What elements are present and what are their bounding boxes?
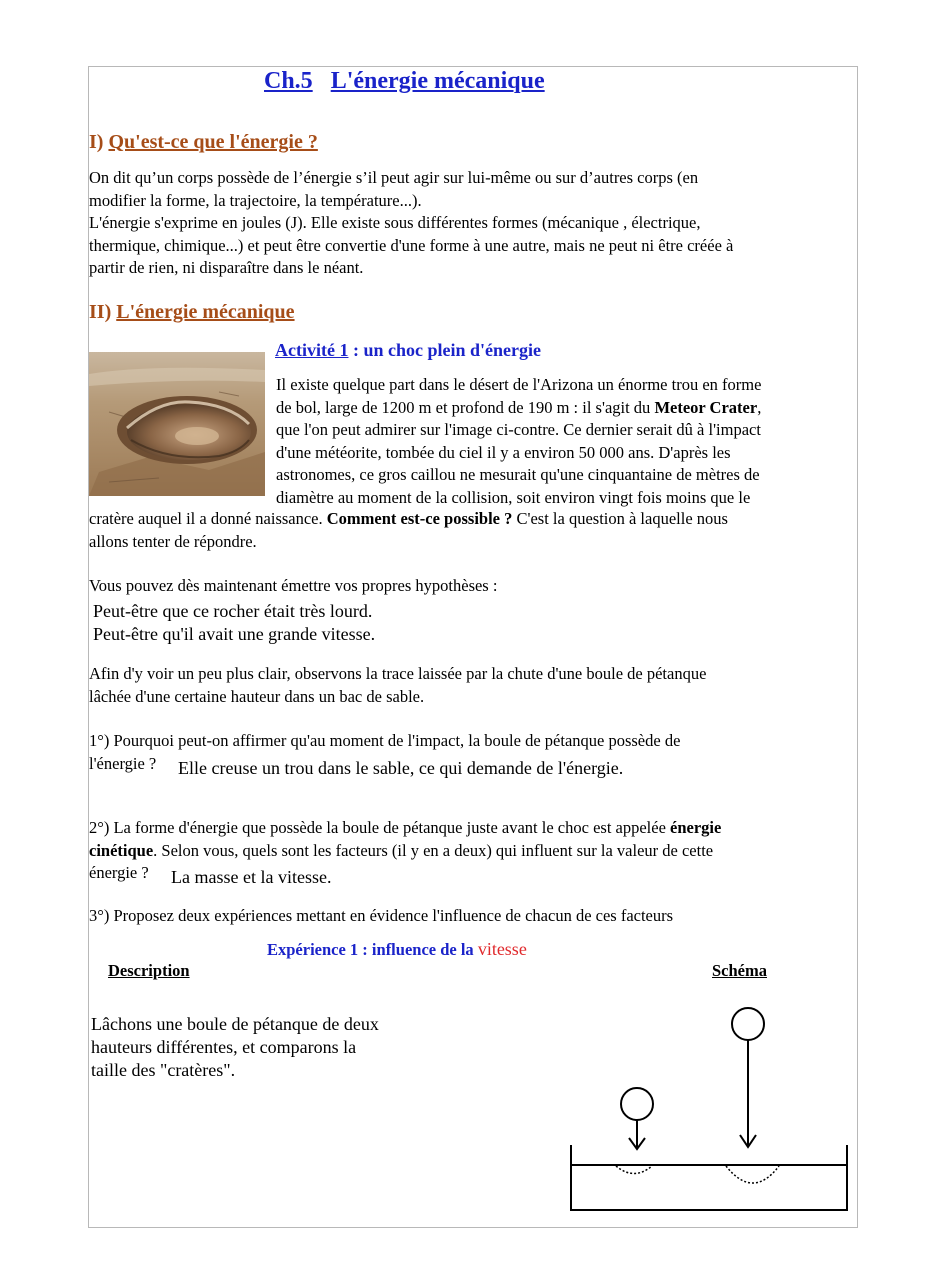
hypotheses-intro: Vous pouvez dès maintenant émettre vos propres hypothèses :	[89, 576, 498, 595]
key-question: Comment est-ce possible ?	[326, 509, 513, 528]
text-line: thermique, chimique...) et peut être convertie d'une forme à une autre, mais ne peut ni être créée à	[89, 235, 734, 255]
text-line: allons tenter de répondre.	[89, 531, 257, 551]
description-header: Description	[108, 961, 190, 980]
text-line: d'une météorite, tombée du ciel il y a environ 50 000 ans. D'après les	[276, 442, 731, 462]
text-line: On dit qu’un corps possède de l’énergie s’il peut agir sur lui-même ou sur d’autres corps (en	[89, 168, 699, 187]
section-2-title: L'énergie mécanique	[116, 301, 295, 323]
schema-header: Schéma	[712, 961, 767, 980]
section-1-heading	[89, 131, 318, 154]
text-line: Afin d'y voir un peu plus clair, observons la trace laissée par la chute d'une boule de pétanque	[89, 664, 707, 683]
answer-2: La masse et la vitesse.	[171, 867, 332, 887]
question-3: 3°) Proposez deux expériences mettant en évidence l'influence de chacun de ces facteurs	[89, 906, 674, 925]
section-2-heading	[89, 301, 295, 324]
chapter-name: L'énergie mécanique	[330, 68, 545, 94]
experiment-1-answer: vitesse	[477, 939, 527, 959]
hypothesis-1: Peut-être que ce rocher était très lourd.	[93, 601, 373, 621]
small-crater	[616, 1166, 652, 1174]
chapter-title	[264, 68, 545, 95]
text-line: énergie ?	[89, 863, 149, 882]
section-1-title: Qu'est-ce que l'énergie ?	[108, 131, 318, 153]
experiment-1-title: Expérience 1 : influence de la vitesse	[267, 939, 527, 959]
text-line: Il existe quelque part dans le désert de l'Arizona un énorme trou en forme	[276, 375, 762, 394]
ball-high	[732, 1008, 764, 1040]
activity-text	[276, 374, 850, 509]
experiment-1-description	[91, 1013, 451, 1082]
meteor-crater-photo	[89, 352, 265, 496]
section-1-text	[89, 167, 849, 280]
large-crater	[726, 1166, 779, 1183]
text-line: cratère auquel il a donné naissance. Comment est-ce possible ? C'est la question à laquelle nous	[89, 509, 728, 528]
activity-label: Activité 1	[275, 340, 349, 360]
sand-tray	[571, 1145, 847, 1210]
text-line: lâchée d'une certaine hauteur dans un bac de sable.	[89, 686, 425, 706]
text-line: que l'on peut admirer sur l'image ci-contre. Ce dernier serait dû à l'impact	[276, 420, 761, 439]
text-line: de bol, large de 1200 m et profond de 190 m : il s'agit du Meteor Crater,	[276, 397, 762, 417]
activity-title: Activité 1 : un choc plein d'énergie	[275, 340, 541, 360]
text-line: taille des "cratères".	[91, 1060, 236, 1080]
text-line: hauteurs différentes, et comparons la	[91, 1037, 357, 1057]
chapter-number: Ch.5	[264, 68, 313, 94]
hypothesis-2: Peut-être qu'il avait une grande vitesse.	[93, 624, 376, 644]
text-line: L'énergie s'exprime en joules (J). Elle existe sous différentes formes (mécanique , électrique,	[89, 213, 701, 232]
text-line: 1°) Pourquoi peut-on affirmer qu'au moment de l'impact, la boule de pétanque possède de	[89, 731, 681, 750]
text-line: 2°) La forme d'énergie que possède la boule de pétanque juste avant le choc est appelée énergie	[89, 818, 722, 837]
text-line: modifier la forme, la trajectoire, la température...).	[89, 190, 422, 210]
text-line: astronomes, ce gros caillou ne mesurait qu'une cinquantaine de mètres de	[276, 465, 760, 484]
text-line: cinétique. Selon vous, quels sont les facteurs (il y en a deux) qui influent sur la valeur de cette	[89, 840, 714, 860]
experiment-1-schema	[560, 995, 856, 1215]
section-1-number: I)	[89, 131, 104, 153]
section-2-number: II)	[89, 301, 112, 323]
text-line: l'énergie ?	[89, 753, 157, 773]
activity-subtitle: un choc plein d'énergie	[363, 340, 541, 360]
meteor-crater-name: Meteor Crater	[654, 397, 758, 417]
observation-text	[89, 663, 849, 708]
activity-text-continued	[89, 508, 849, 553]
ball-low	[621, 1088, 653, 1120]
text-line: Lâchons une boule de pétanque de deux	[91, 1014, 379, 1034]
text-line: diamètre au moment de la collision, soit environ vingt fois moins que le	[276, 487, 751, 507]
answer-1: Elle creuse un trou dans le sable, ce qui demande de l'énergie.	[178, 758, 624, 778]
text-line: partir de rien, ni disparaître dans le néant.	[89, 258, 364, 277]
